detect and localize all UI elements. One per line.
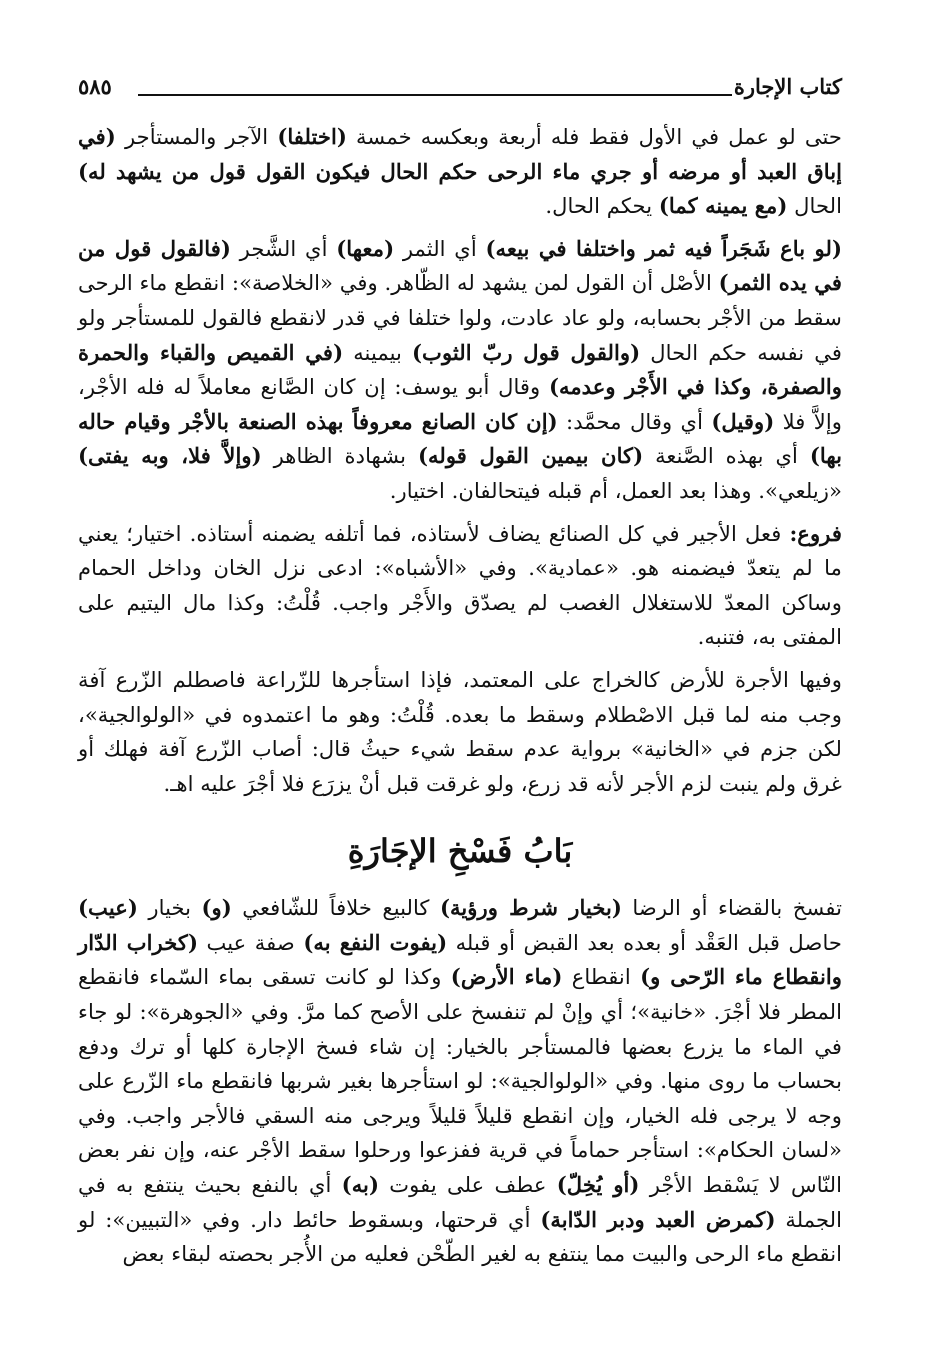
bold-text-run: (اختلفا) — [277, 124, 347, 149]
bold-text-run: (معها) — [336, 235, 395, 261]
bold-text-run: (كان بيمين القول قوله) — [418, 443, 644, 469]
paragraph-gap — [78, 509, 842, 517]
text-run: الحال — [787, 193, 842, 219]
bold-text-run: (كمرض العبد ودبر الدّابة) — [540, 1206, 776, 1232]
chapter-title: كتاب الإجارة — [733, 74, 842, 99]
bold-text-run: (والقول قول ربّ الثوب) — [411, 339, 641, 365]
bold-text-run: (في إباق العبد أو مرضه أو جري ماء الرحى حكم الحال فيكون القول قول من يشهد له) — [78, 124, 842, 184]
text-run: وفيها الأجرة للأرض كالخراج على المعتمد، فإذا استأجرها للزّراعة فاصطلم الزّرع آفة وجب منه لما قبل الاصْطلام وسقط ما بعده. قُلْتُ: وهو ما اعتمدوه في «الولوالجية»، لكن جزم في «الخانية» برواية عدم سقط شيء حيثُ قال: أصاب الزّرع آفة فهلك أو غرق ولم ينبت لزم الأجر لأنه قد زرع، ولو غرقت قبل أنْ يزرَع فلا أجْرَ عليه اهـ. — [78, 666, 842, 796]
bold-text-run: (وقيل) — [711, 408, 775, 434]
paragraph-1 — [78, 120, 842, 224]
text-run: حتى لو عمل في الأول فقط فله أربعة وبعكسه خمسة — [346, 124, 842, 149]
paragraph-2 — [78, 232, 842, 509]
page-number: ٥٨٥ — [78, 74, 112, 99]
text-run: تفسخ بالقضاء أو الرضا — [621, 895, 842, 921]
text-run: بشهادة الظاهر — [261, 443, 418, 469]
bold-text-run: (في القميص والقباء والحمرة والصفرة، وكذا في الأَجْر وعدمه) — [78, 339, 842, 400]
bold-text-run: (أو يُخِلّ) — [556, 1172, 640, 1198]
section-paragraph — [78, 891, 842, 1272]
text-run: عطف على يفوت — [378, 1172, 557, 1198]
bold-text-run: (يفوت النفع به) — [303, 929, 448, 955]
bold-text-run: (عيب) — [78, 895, 138, 921]
header-rule — [138, 94, 732, 96]
bold-text-run: (لو باع شَجَراً فيه ثمر واختلفا في بيعه) — [485, 235, 842, 261]
bold-text-run: (فالقول قول من في يده الثمر) — [78, 235, 843, 296]
text-run: أي الشَّجر — [230, 235, 337, 261]
text-run: أي الثمر — [394, 235, 486, 261]
paragraph-gap — [78, 224, 842, 232]
text-run: أي بهذه الصَّنعة — [643, 443, 810, 469]
paragraph-gap — [78, 655, 842, 663]
bold-text-run: (ماء الأرض) — [450, 964, 563, 990]
text-run: أي قرحتها، وبسقوط حائط دار. وفي «التبيين»: لو انقطع ماء الرحى والبيت مما ينتفع به لغير الطّحْن فعليه من الأُجر بحصته لبقاء بعض — [78, 1206, 842, 1267]
paragraph-3 — [78, 517, 842, 655]
book-page — [78, 70, 842, 1272]
text-run: فعل الأجير في كل الصنائع يضاف لأستاذه، فما أتلفه يضمنه أستاذه. اختيار؛ يعني ما لم يتعدّ فيضمنه هو. «عمادية». وفي «الأشباه»: ادعى نزل الخان وداخل الحمام وساكن المعدّ للاستغلال الغصب لم يصدّق والأَجْر واجب. قُلْتُ: وكذا مال اليتيم على المفتى به، فتنبه. — [78, 520, 842, 650]
section-heading: بَابُ فَسْخِ الإجَارَةِ — [347, 832, 573, 871]
text-run: بيمينه — [343, 339, 412, 365]
paragraph-4 — [78, 663, 842, 801]
bold-text-run: فروع: — [789, 520, 842, 546]
bold-text-run: (و) — [201, 895, 232, 921]
bold-text-run: (مع يمينه كما) — [658, 193, 788, 219]
text-run: انقطاع — [562, 964, 641, 990]
text-run: الأصْل أن القول لمن يشهد له الظّاهر. وفي «الخلاصة»: انقطع ماء الرحى سقط من الأجْر بحسابه، ولو عاد عادت، ولوا ختلفا في قدر لانقطع فالقول للمستأجر ولو في نفسه حكم الحال — [78, 270, 843, 365]
bold-text-run: (كخراب الدّار وانقطاع ماء الرّحى و) — [78, 929, 843, 990]
page-header — [78, 70, 842, 104]
text-run: الآجر والمستأجر — [115, 124, 278, 149]
text-run: بخيار — [137, 895, 202, 921]
text-run: وكذا لو كانت تسقى بماء السّماء فانقطع المطر فلا أجْرَ. «خانية»؛ أي وإنْ لم تنفسخ على الأصح كما مرَّ. وفي «الجوهرة»: لو جاء في الماء ما يزرع بعضها فالمستأجر بالخيار: إن شاء فسخ الإجارة كلها أو ترك ودفع بحساب ما روى منها. وفي «الولوالجية»: لو استأجرها بغير شربها فانقطع ماء الزّرع على وجه لا يرجى فله الخيار، وإن انقطع قليلاً قليلاً ويرجى منه السقي فالأجر واجب. وفي «لسان الحكام»: استأجر حماماً في قرية ففزعوا ورحلوا سقط الأجْر عنه، وإن نفر بعض النّاس لا يَسْقط الأجْر — [78, 964, 842, 1198]
text-run: «زيلعي». وهذا بعد العمل، أم قبله فيتحالفان. اختيار. — [389, 477, 842, 503]
text-run: وقال أبو يوسف: إن كان الصَّانع معاملاً له فله الأجْر، وإلاَّ فلا — [78, 374, 842, 434]
bold-text-run: (إن كان الصانع معروفاً بهذه الصنعة بالأجْر وقيام حاله بها) — [78, 408, 842, 469]
bold-text-run: (وإلاَّ فلا، وبه يفتى) — [78, 443, 262, 469]
bold-text-run: (به) — [341, 1172, 379, 1198]
text-run: يحكم الحال. — [545, 193, 659, 219]
text-run: صفة عيب — [198, 929, 304, 955]
text-run: كالبيع خلافاً للشّافعي — [231, 895, 440, 921]
text-run: أي وقال محمَّد: — [557, 408, 712, 434]
bold-text-run: (بخيار شرط ورؤية) — [439, 895, 622, 921]
text-run: أي بالنفع بحيث ينتفع به في الجملة — [78, 1172, 842, 1232]
text-run: حاصل قبل العَقْد أو بعده بعد القبض أو قبله — [447, 929, 843, 955]
